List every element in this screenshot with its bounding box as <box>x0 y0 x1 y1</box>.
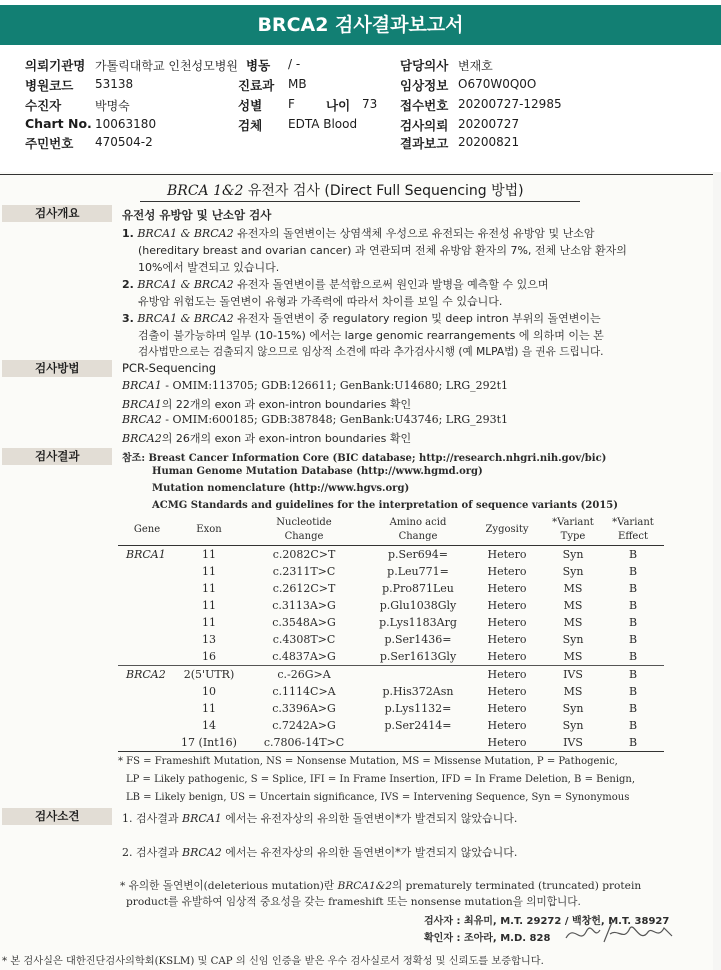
clinical-label: 임상정보 <box>400 78 449 93</box>
exon-cell: 17 (Int16) <box>181 736 237 749</box>
gene-cell <box>118 734 176 751</box>
table-row <box>118 563 664 580</box>
overview-item-1: 1. BRCA1 & BRCA2 유전자의 돌연변이는 상염색체 우성으로 유전되는 유전성 유방암 및 난소암 <box>122 227 595 240</box>
patient-value: 박명숙 <box>95 99 130 113</box>
overview-item-3-line-2: 검출이 불가능하며 일부 (10-15%) 에서는 large genomic rearrangements 에 의하며 이는 본 <box>138 329 604 342</box>
age-label: 나이 <box>326 98 351 113</box>
exon-cell: 2(5'UTR) <box>176 666 242 684</box>
footnote-2: LP = Likely pathogenic, S = Splice, IFI = In Frame Insertion, IFD = In Frame Deletion, B = Benign, <box>126 774 636 785</box>
col-variant-effect: *Variant Effect <box>602 515 664 546</box>
signature-mark <box>560 914 680 950</box>
amino-cell: p.Ser1436= <box>384 633 452 646</box>
method-brca2-info: BRCA2 - OMIM:600185; GDB:387848; GenBank:U43746; LRG_293t1 <box>122 413 509 426</box>
nucleotide-cell: c.2612C>T <box>272 582 336 595</box>
zygosity-cell: Hetero <box>487 548 527 561</box>
request-label: 검사의뢰 <box>400 118 449 133</box>
col-amino: Amino acid Change <box>366 515 470 546</box>
gene-cell <box>118 563 176 580</box>
amino-cell: p.Glu1038Gly <box>379 599 457 612</box>
table-bottom-rule <box>118 751 664 752</box>
variant-effect-cell: B <box>628 565 638 578</box>
table-row <box>118 700 664 717</box>
scanned-page <box>0 172 713 970</box>
gene-cell <box>118 631 176 648</box>
exon-cell: 14 <box>202 719 216 732</box>
specimen-value: EDTA Blood <box>288 117 358 131</box>
method-brca1-info: BRCA1 - OMIM:113705; GDB:126611; GenBank:U14680; LRG_292t1 <box>122 379 509 392</box>
variant-effect-cell: B <box>628 650 638 663</box>
code-label: 병원코드 <box>25 78 74 93</box>
sex-value: F <box>288 97 295 111</box>
exon-cell: 10 <box>202 685 216 698</box>
exon-cell: 11 <box>202 702 216 715</box>
gene-cell: BRCA1 <box>126 548 166 561</box>
variant-effect-cell: B <box>628 616 638 629</box>
request-value: 20200727 <box>458 117 520 131</box>
nucleotide-cell: c.3113A>G <box>272 599 336 612</box>
table-row <box>118 546 664 564</box>
variant-rows <box>118 546 664 752</box>
zygosity-cell: Hetero <box>487 616 527 629</box>
overview-item-1-genes: BRCA1 & BRCA2 <box>137 227 234 240</box>
variant-type-cell: IVS <box>544 666 602 684</box>
amino-cell: p.Leu771= <box>387 565 449 578</box>
receipt-label: 접수번호 <box>400 98 449 113</box>
chart-label: Chart No. <box>25 116 92 131</box>
nucleotide-cell: c.7806-14T>C <box>263 736 345 749</box>
footnote-1: * FS = Frameshift Mutation, NS = Nonsense Mutation, MS = Missense Mutation, P = Pathogenic, <box>118 756 618 767</box>
results-label: 검사결과 <box>2 448 112 465</box>
amino-cell: p.Ser1613Gly <box>379 650 457 663</box>
nucleotide-cell: c.3396A>G <box>272 702 336 715</box>
receipt-value: 20200727-12985 <box>458 97 562 111</box>
variant-effect-cell: B <box>628 685 638 698</box>
zygosity-cell: Hetero <box>470 666 544 684</box>
amino-cell: p.Pro871Leu <box>382 582 454 595</box>
variant-type-cell: MS <box>563 616 583 629</box>
gene-cell <box>118 614 176 631</box>
report-date-value: 20200821 <box>458 135 520 149</box>
nucleotide-cell: c.7242A>G <box>272 719 336 732</box>
table-row <box>118 734 664 751</box>
footnote-3: LB = Likely benign, US = Uncertain significance, IVS = Intervening Sequence, Syn = Synonymous <box>126 792 630 803</box>
col-exon: Exon <box>176 515 242 546</box>
zygosity-cell: Hetero <box>487 565 527 578</box>
nucleotide-cell: c.-26G>A <box>242 666 366 684</box>
clinical-value: O670W0Q0O <box>458 77 537 91</box>
variant-type-cell: Syn <box>562 719 584 732</box>
patient-label: 수진자 <box>25 98 62 113</box>
report-body <box>0 172 721 970</box>
overview-item-3-genes: BRCA1 & BRCA2 <box>137 312 234 325</box>
exon-cell: 11 <box>202 582 216 595</box>
variant-table-header <box>118 515 664 546</box>
chart-value: 10063180 <box>95 117 157 131</box>
reference-4: ACMG Standards and guidelines for the interpretation of sequence variants (2015) <box>152 500 618 511</box>
overview-item-3-line-3: 검사법만으로는 검출되지 않으므로 임상적 소견에 따라 추가검사시행 (예 MLPA법) 을 권유 드립니다. <box>138 346 604 358</box>
accreditation-note: * 본 검사실은 대한진단검사의학회(KSLM) 및 CAP 의 신임 인증을 받은 우수 검사실로서 정확성 및 신뢰도를 보증합니다. <box>2 956 544 967</box>
variant-effect-cell: B <box>628 702 638 715</box>
variant-type-cell: Syn <box>562 565 584 578</box>
ward-label: 병동 <box>246 58 271 73</box>
variant-type-cell: MS <box>563 650 583 663</box>
rrn-value: 470504-2 <box>95 135 153 149</box>
hospital-label: 의뢰기관명 <box>25 58 86 73</box>
zygosity-cell: Hetero <box>487 650 527 663</box>
hospital-value: 가톨릭대학교 인천성모병원 <box>95 59 238 73</box>
variant-type-cell: MS <box>563 685 583 698</box>
conclusion-note-1: * 유의한 돌연변이(deleterious mutation)란 BRCA1&2의 prematurely terminated (truncated) protein <box>120 880 642 892</box>
report-date-label: 결과보고 <box>400 136 449 151</box>
amino-cell <box>366 734 470 751</box>
col-zygosity: Zygosity <box>470 515 544 546</box>
table-row <box>118 631 664 648</box>
variant-type-cell: Syn <box>562 702 584 715</box>
table-row <box>118 666 664 684</box>
doctor-label: 담당의사 <box>400 58 449 73</box>
overview-item-1-line-2: (hereditary breast and ovarian cancer) 과 연관되며 전체 유방암 환자의 7%, 전체 난소암 환자의 <box>138 244 627 257</box>
variant-type-cell: IVS <box>563 736 583 749</box>
table-row <box>118 648 664 666</box>
conclusion-line-1: 1. 검사결과 BRCA1 에서는 유전자상의 유의한 돌연변이*가 발견되지 않았습니다. <box>122 812 518 825</box>
col-gene: Gene <box>118 515 176 546</box>
conclusion-line-2: 2. 검사결과 BRCA2 에서는 유전자상의 유의한 돌연변이*가 발견되지 않았습니다. <box>122 846 518 859</box>
variant-effect-cell: B <box>628 633 638 646</box>
exon-cell: 13 <box>202 633 216 646</box>
variant-effect-cell: B <box>628 582 638 595</box>
zygosity-cell: Hetero <box>487 736 527 749</box>
variant-effect-cell: B <box>628 719 638 732</box>
conclusion-label: 검사소견 <box>2 808 112 825</box>
zygosity-cell: Hetero <box>487 599 527 612</box>
table-row <box>118 717 664 734</box>
gene-cell <box>118 597 176 614</box>
table-row <box>118 580 664 597</box>
age-value: 73 <box>362 97 378 111</box>
table-row <box>118 614 664 631</box>
report-title: BRCA2 검사결과보고서 <box>0 5 721 45</box>
method-title-text: 유전자 검사 (Direct Full Sequencing 방법) <box>247 183 524 199</box>
amino-cell: p.Ser2414= <box>384 719 452 732</box>
sex-label: 성별 <box>238 98 263 113</box>
gene-cell <box>118 580 176 597</box>
table-row <box>118 597 664 614</box>
method-name: PCR-Sequencing <box>122 361 217 375</box>
overview-item-2-line-2: 유방암 위험도는 돌연변이 유형과 가족력에 따라서 차이를 보일 수 있습니다. <box>138 295 503 308</box>
confirmer-line: 확인자 : 조아라, M.D. 828 <box>424 933 551 944</box>
exon-cell: 16 <box>202 650 216 663</box>
gene-cell <box>118 700 176 717</box>
table-row <box>118 683 664 700</box>
reference-2: Human Genome Mutation Database (http://www.hgmd.org) <box>152 466 483 477</box>
title-underline <box>140 201 580 202</box>
title-divider-top <box>0 174 713 175</box>
dept-label: 진료과 <box>238 78 275 93</box>
gene-cell: BRCA2 <box>118 666 176 684</box>
nucleotide-cell: c.4837A>G <box>272 650 336 663</box>
nucleotide-cell: c.4308T>C <box>272 633 336 646</box>
zygosity-cell: Hetero <box>487 582 527 595</box>
amino-cell: p.His372Asn <box>382 685 454 698</box>
method-title <box>167 180 524 200</box>
variant-type-cell: Syn <box>562 548 584 561</box>
zygosity-cell: Hetero <box>487 719 527 732</box>
method-title-genes: BRCA 1&2 <box>167 183 244 199</box>
col-nucleotide: Nucleotide Change <box>242 515 366 546</box>
rrn-label: 주민번호 <box>25 136 74 151</box>
overview-heading: 유전성 유방암 및 난소암 검사 <box>122 208 272 222</box>
variant-effect-cell: B <box>628 599 638 612</box>
overview-item-2: 2. BRCA1 & BRCA2 유전자 돌연변이를 분석함으로써 원인과 발병을 예측할 수 있으며 <box>122 278 549 291</box>
reference-1: 참조: Breast Cancer Information Core (BIC database; http://research.nhgri.nih.gov/bic) <box>122 453 607 464</box>
zygosity-cell: Hetero <box>487 633 527 646</box>
variant-type-cell: Syn <box>562 633 584 646</box>
overview-item-1-line-3: 10%에서 발견되고 있습니다. <box>138 261 280 274</box>
amino-cell: p.Lys1183Arg <box>379 616 457 629</box>
exon-cell: 11 <box>202 548 216 561</box>
zygosity-cell: Hetero <box>487 702 527 715</box>
nucleotide-cell: c.3548A>G <box>272 616 336 629</box>
amino-cell: p.Ser694= <box>387 548 449 561</box>
method-label: 검사방법 <box>2 360 112 377</box>
exon-cell: 11 <box>202 565 216 578</box>
dept-value: MB <box>288 77 307 91</box>
conclusion-note-2: product를 유발하여 임상적 중요성을 갖는 frameshift 또는 nonsense mutation을 의미합니다. <box>126 896 581 908</box>
col-variant-type: *Variant Type <box>544 515 602 546</box>
nucleotide-cell: c.1114C>A <box>272 685 336 698</box>
method-brca1-exon: BRCA1의 22개의 exon 과 exon-intron boundaries 확인 <box>122 398 412 411</box>
doctor-value: 변재호 <box>458 59 493 73</box>
nucleotide-cell: c.2082C>T <box>272 548 336 561</box>
method-brca2-exon: BRCA2의 26개의 exon 과 exon-intron boundaries 확인 <box>122 432 412 445</box>
variant-table <box>118 515 664 751</box>
variant-effect-cell: B <box>602 666 664 684</box>
reference-3: Mutation nomenclature (http://www.hgvs.org) <box>152 483 410 494</box>
exon-cell: 11 <box>202 616 216 629</box>
exon-cell: 11 <box>202 599 216 612</box>
gene-cell <box>118 717 176 734</box>
zygosity-cell: Hetero <box>487 685 527 698</box>
code-value: 53138 <box>95 77 134 91</box>
tester-line: 검사자 : 최유미, M.T. 29272 / 백창헌, M.T. 38927 <box>424 916 670 927</box>
nucleotide-cell: c.2311T>C <box>272 565 336 578</box>
variant-effect-cell: B <box>628 548 638 561</box>
gene-cell <box>118 648 176 666</box>
gene-cell <box>118 683 176 700</box>
amino-cell <box>366 666 470 684</box>
variant-type-cell: MS <box>563 582 583 595</box>
ward-value: / - <box>288 57 301 71</box>
specimen-label: 검체 <box>238 118 263 133</box>
variant-effect-cell: B <box>628 736 638 749</box>
overview-item-2-genes: BRCA1 & BRCA2 <box>137 278 234 291</box>
overview-label: 검사개요 <box>2 205 112 222</box>
variant-type-cell: MS <box>563 599 583 612</box>
amino-cell: p.Lys1132= <box>384 702 452 715</box>
overview-item-3: 3. BRCA1 & BRCA2 유전자 돌연변이 중 regulatory region 및 deep intron 부위의 돌연변이는 <box>122 312 601 325</box>
